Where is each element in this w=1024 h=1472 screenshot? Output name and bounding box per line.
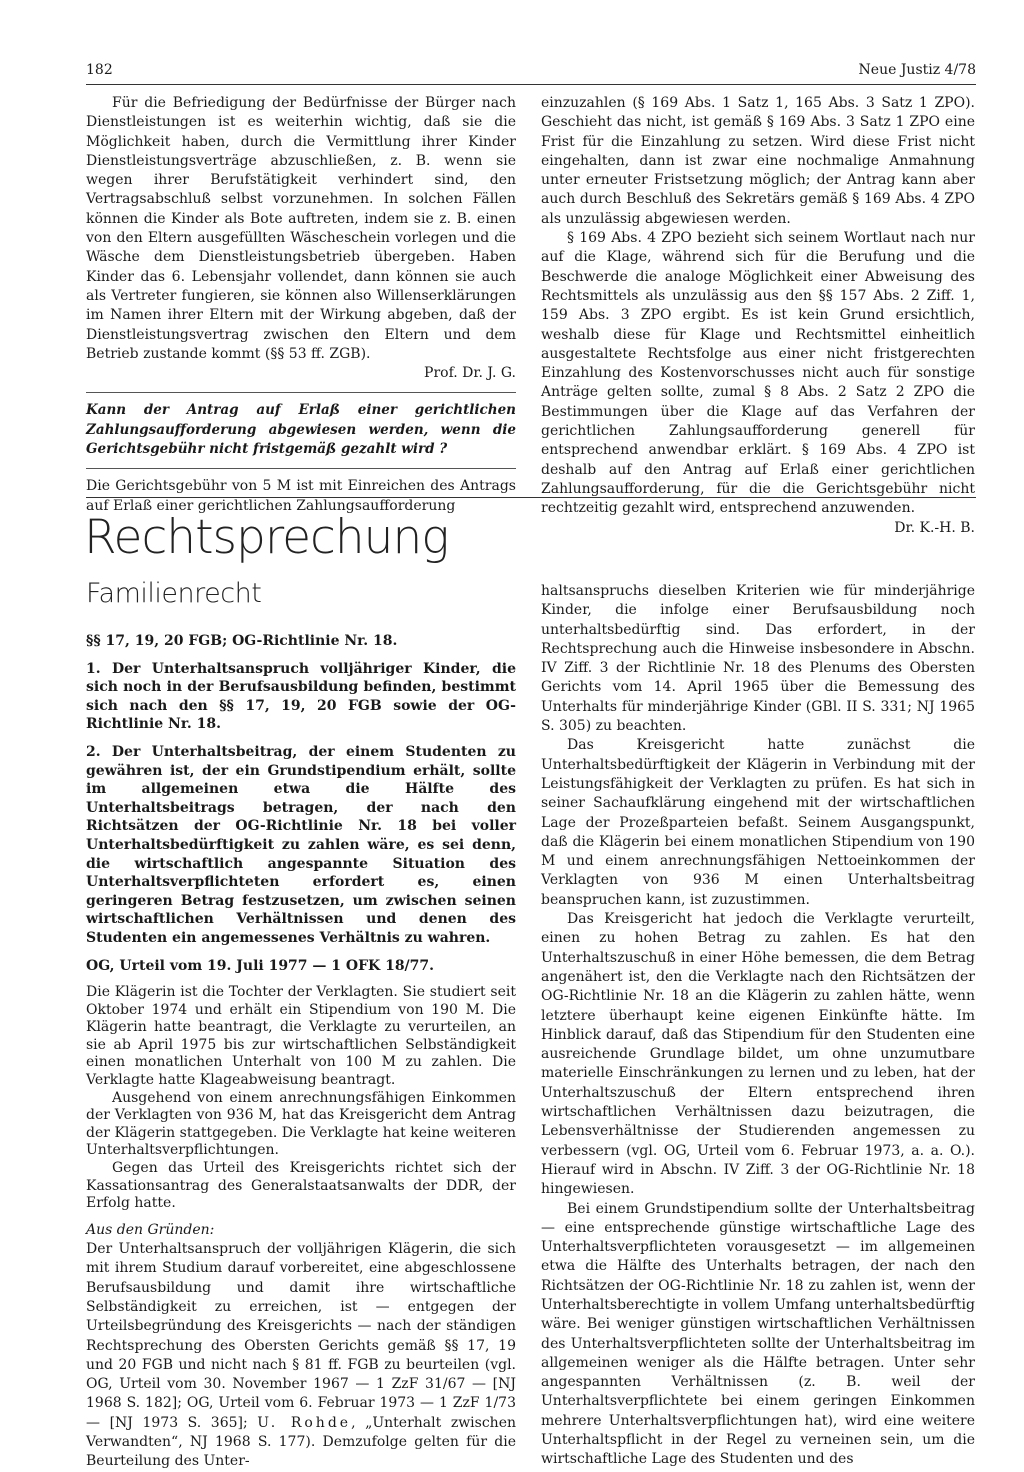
case-left-column [86,632,516,1472]
headnote-2: 2. Der Unterhaltsbeitrag, der einem Studenten zu gewähren ist, der ein Grundstipendium erhält, sollte im allgemeinen etwa die Hälfte des Unterhaltsbeitrags betragen, der nach den Richtsätzen der OG-Richtlinie Nr. 18 bei voller Unterhaltsbedürftigkeit zu zahlen wäre, es sei denn, die wirtschaftlich angespannte Situation des Unterhaltsverpflichteten erfordert es, einen geringeren Betrag festzusetzen, um zwischen seinen wirtschaftlichen Verhältnissen und denen des Studenten ein angemessenes Verhältnis zu wahren. [86,743,516,946]
page-number: 182 [86,62,113,78]
question-separator-top [86,392,516,393]
headnote-1: 1. Der Unterhaltsanspruch volljähriger Kinder, die sich noch in der Berufsausbildung befinden, bestimmt sich nach den §§ 17, 19, 20 FGB sowie der OG-Richtlinie Nr. 18. [86,660,516,733]
section-rule [86,497,976,498]
answer-continuation: einzuzahlen (§ 169 Abs. 1 Satz 1, 165 Abs. 3 Satz 1 ZPO). Geschieht das nicht, ist gemäß § 169 Abs. 3 Satz 1 ZPO eine Frist für die Einzahlung zu setzen. Wird diese Frist nicht eingehalten, dann ist zwar eine nochmalige Anmahnung unter erneuter Fristsetzung möglich; der Antrag kann aber auch durch Beschluß des Sekretärs gemäß § 169 Abs. 4 ZPO als unzulässig abgewiesen werden. [541,95,975,227]
section-title: Rechtsprechung [84,510,449,565]
case-right-column [541,582,975,1470]
right-paragraph-1: haltsanspruchs dieselben Kriterien wie für minderjährige Kinder, die infolge einer Berufsausbildung noch unterhaltsbedürftig sind. Das erfordert, in der Rechtsprechung auch die Hinweise insbesondere in Abschn. IV Ziff. 3 der Richtlinie Nr. 18 des Plenums des Obersten Gerichts vom 14. April 1965 über die Bemessung des Unterhalts für minderjährige Kinder (GBl. II S. 331; NJ 1965 S. 305) zu beachten. [541,583,975,735]
grounds-paragraph-1 [86,1240,516,1472]
answer-start: Die Gerichtsgebühr von 5 M ist mit Einreichen des Antrags auf Erlaß einer gerichtlichen Zahlungsaufforderung [86,478,516,514]
case-statutes: §§ 17, 19, 20 FGB; OG-Richtlinie Nr. 18. [86,633,398,649]
question-text: Kann der Antrag auf Erlaß einer gerichtlichen Zahlungsaufforderung abgewiesen werden, wenn die Gerichtsgebühr nicht fristgemäß gezahlt wird ? [86,402,516,458]
signature-prof-jg: Prof. Dr. J. G. [424,365,516,382]
facts-paragraph-3: Gegen das Urteil des Kreisgerichts richtet sich der Kassationsantrag des Generalstaatsanwalts der DDR, der Erfolg hatte. [86,1160,516,1212]
section-subtitle: Familienrecht [86,578,262,609]
grounds-label: Aus den Gründen: [86,1221,215,1238]
answer-paragraph-169: § 169 Abs. 4 ZPO bezieht sich seinem Wortlaut nach nur auf die Klage, während sich für die Berufung und die Beschwerde die analoge Möglichkeit einer Abweisung des Rechtsmittels als unzulässig aus den §§ 157 Abs. 2 Ziff. 1, 159 Abs. 3 ZPO ergibt. Es ist kein Grund ersichtlich, weshalb diese für Klage und Rechtsmittel einheitlich ausgestaltete Rechtsfolge aus einer nicht fristgerechten Einzahlung des Kostenvorschusses nicht auch für sonstige Anträge gelten sollte, zumal § 8 Abs. 2 Satz 2 ZPO die Bestimmungen über die Klage auf das Verfahren der gerichtlichen Zahlungsaufforderung generell für entsprechend anwendbar erklärt. § 169 Abs. 4 ZPO ist deshalb auf den Antrag auf Erlaß einer gerichtlichen Zahlungsaufforderung, für die die Gerichtsgebühr nicht rechtzeitig gezahlt wird, entsprechend anzuwenden. [541,230,975,517]
grounds-text-b: , „Unterhalt zwischen Verwandten“, NJ 1968 S. 177). Demzufolge gelten für die Beurteilung des Unter- [86,1414,517,1470]
case-facts [86,984,516,1213]
top-left-column [86,94,516,516]
dienstleistung-paragraph: Für die Befriedigung der Bedürfnisse der Bürger nach Dienstleistungen ist es weiterhin wichtig, daß sie die Möglichkeit haben, durch die Vermittlung ihrer Kinder Dienstleistungsverträge abzuschließen, z. B. wenn sie wegen ihrer Berufstätigkeit verhindert sind, den Vertragsabschluß selbst vorzunehmen. In solchen Fällen können die Kinder als Bote auftreten, indem sie z. B. einen von den Eltern ausgefüllten Wäscheschein vorlegen und die Wäsche dem Dienstleistungsbetrieb übergeben. Haben Kinder das 6. Lebensjahr vollendet, dann können sie auch als Vertreter fungieren, sie können also Willenserklärungen im Namen ihrer Eltern mit der Wirkung abgeben, daß der Dienstleistungsvertrag zwischen den Eltern und dem Betrieb zustande kommt (§§ 53 ff. ZGB). [86,95,516,362]
top-right-column [541,94,975,538]
case-citation: OG, Urteil vom 19. Juli 1977 — 1 OFK 18/77. [86,957,435,974]
grounds-text-a: Der Unterhaltsanspruch der volljährigen Klägerin, die sich mit ihrem Studium darauf vorbereitet, eine abgeschlossene Berufsausbildung und damit ihre wirtschaftliche Selbständigkeit zu erreichen, ist — entgegen der Urteilsbegründung des Kreisgerichts — nach der ständigen Rechtsprechung des Obersten Gerichts gemäß §§ 17, 19 und 20 FGB und nicht nach § 81 ff. FGB zu beurteilen (vgl. OG, Urteil vom 30. November 1967 — 1 ZzF 31/67 — [NJ 1968 S. 182]; OG, Urteil vom 6. Februar 1973 — 1 ZzF 1/73 — [NJ 1973 S. 365]; [86,1241,516,1431]
right-paragraph-2: Das Kreisgericht hatte zunächst die Unterhaltsbedürftigkeit der Klägerin in Verbindung mit der Leistungsfähigkeit der Verklagten zu prüfen. Es hat sich in seiner Sachaufklärung eingehend mit der wirtschaftlichen Lage der Prozeßparteien befaßt. Seinem Ausgangspunkt, daß die Klägerin bei einem monatlichen Stipendium von 190 M und einem anrechnungsfähigen Nettoeinkommen der Verklagten von 936 M einen Unterhaltsbeitrag beanspruchen kann, ist zuzustimmen. [541,737,975,908]
question-separator-bottom [86,468,516,469]
facts-paragraph-1: Die Klägerin ist die Tochter der Verklagten. Sie studiert seit Oktober 1974 und erhält ein Stipendium von 190 M. Die Klägerin hatte beantragt, die Verklagte zu verurteilen, an sie ab April 1975 bis zur wirtschaftlichen Selbständigkeit einen monatlichen Unterhalt von 100 M zu zahlen. Die Verklagte hatte Klageabweisung beantragt. [86,984,516,1089]
journal-issue: Neue Justiz 4/78 [858,62,976,78]
header-rule [86,84,976,85]
facts-paragraph-2: Ausgehend von einem anrechnungsfähigen Einkommen der Verklagten von 936 M, hat das Kreisgericht dem Antrag der Klägerin stattgegeben. Die Verklagte hat keine weiteren Unterhaltsverpflichtungen. [86,1089,516,1159]
signature-dr-khb: Dr. K.-H. B. [894,519,975,536]
right-paragraph-4: Bei einem Grundstipendium sollte der Unterhaltsbeitrag — eine entsprechende günstige wirtschaftliche Lage des Unterhaltsverpflichteten vorausgesetzt — im allgemeinen etwa die Hälfte des Unterhalts betragen, der nach den Richtsätzen der OG-Richtlinie Nr. 18 zu zahlen ist, wenn der Unterhaltsberechtigte in vollem Umfang unterhaltsbedürftig wäre. Bei weniger günstigen wirtschaftlichen Verhältnissen des Unterhaltsverpflichteten sollte der Unterhaltsbeitrag im allgemeinen weniger als die Hälfte betragen. Unter sehr angespannten Verhältnissen (z. B. weil der Unterhaltsverpflichtete bei einem geringen Einkommen mehrere Unterhaltsverpflichtungen hat), wird eine weitere Unterhaltspflicht in der Regel zu verneinen sein, um die wirtschaftliche Lage des Studenten und des [541,1200,975,1468]
right-paragraph-3: Das Kreisgericht hat jedoch die Verklagte verurteilt, einen zu hohen Betrag zu zahlen. Es hat den Unterhaltszuschuß in einer Höhe bemessen, die dem Betrag angenähert ist, den die Verklagte nach den Richtsätzen der OG-Richtlinie Nr. 18 an die Klägerin zu zahlen hätte, wenn letztere überhaupt keine eigenen Einkünfte hätte. Im Hinblick darauf, daß das Stipendium für den Studenten eine ausreichende Grundlage bildet, um ohne unzumutbare materielle Einschränkungen zu lernen und zu leben, hat der Unterhaltszuschuß der Eltern entsprechend ihren wirtschaftlichen Verhältnissen dazu beizutragen, die Lebensverhältnisse der Studierenden angemessen zu verbessern (vgl. OG, Urteil vom 6. Februar 1973, a. a. O.). Hierauf wird in Abschn. IV Ziff. 3 der OG-Richtlinie Nr. 18 hingewiesen. [541,911,975,1198]
cited-author: U. Rohde [257,1414,352,1431]
